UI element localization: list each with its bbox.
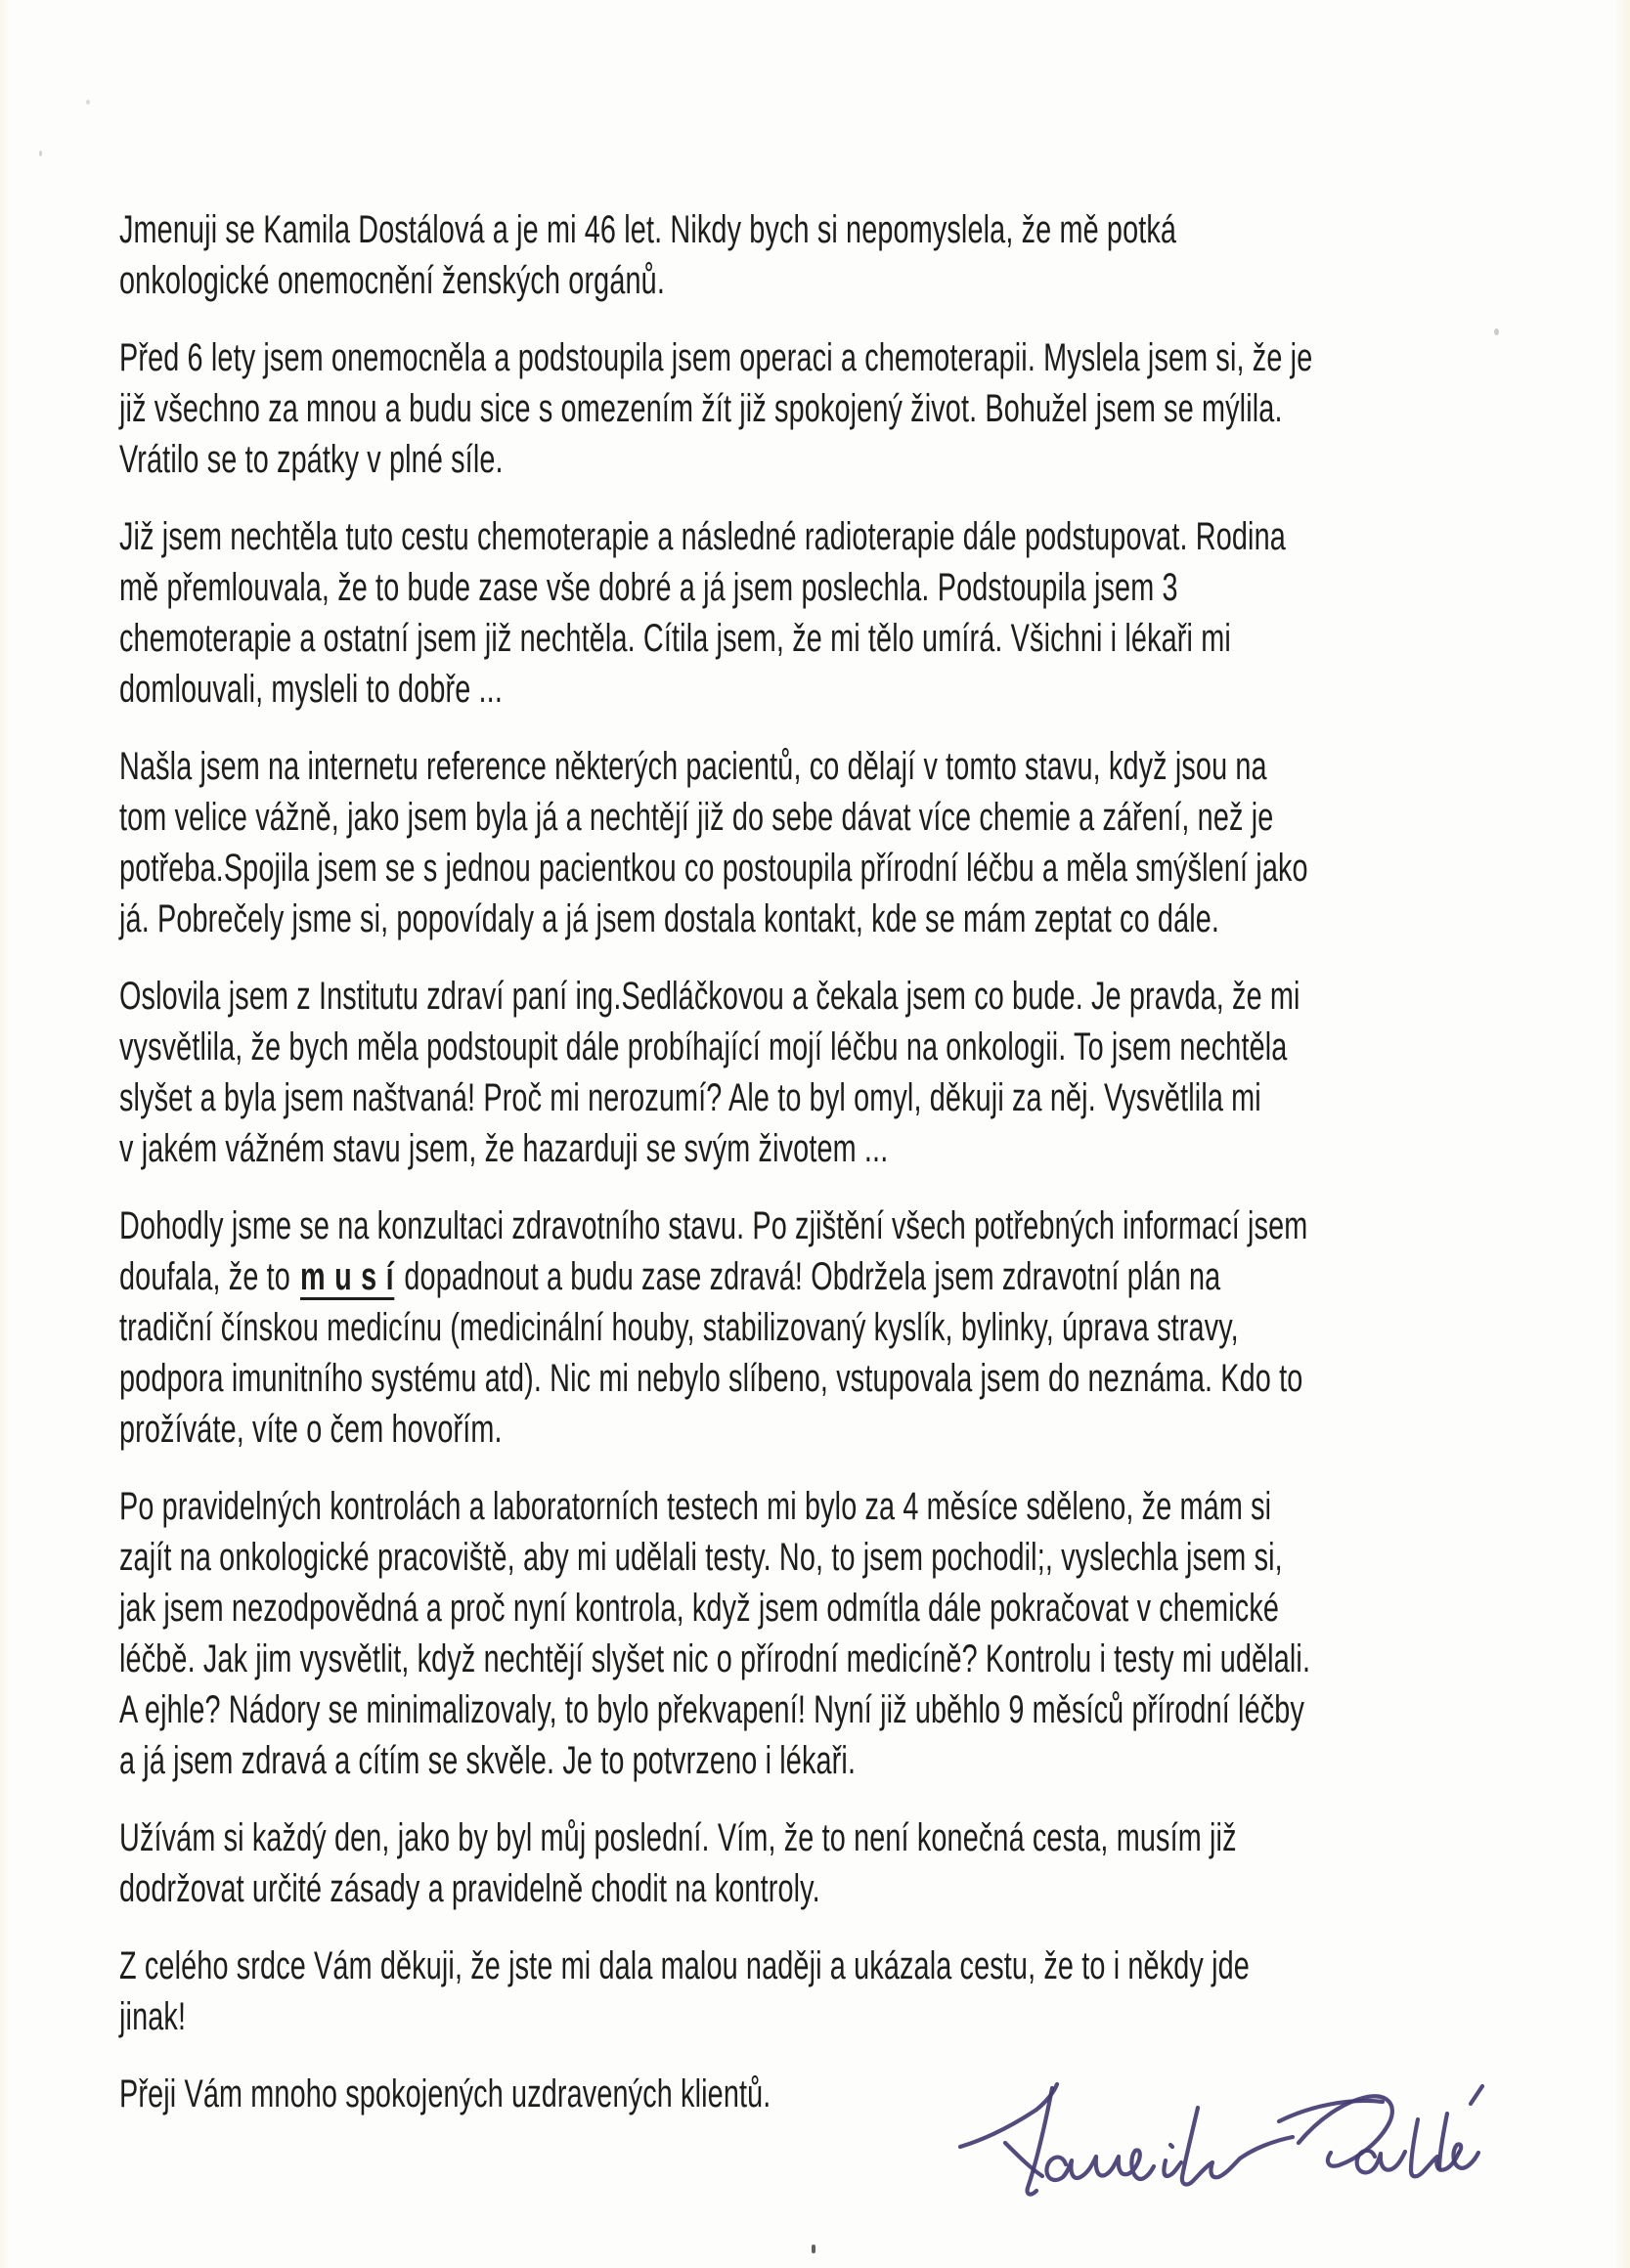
letter-paragraph [119,204,1598,306]
letter-paragraph [119,1481,1598,1786]
letter-paragraph [119,1812,1598,1914]
letter-line: Dohodly jsme se na konzultaci zdravotního stavu. Po zjištění všech potřebných informací jsem [119,1204,1308,1247]
letter-body [119,204,1598,2146]
letter-line: Po pravidelných kontrolách a laboratorních testech mi bylo za 4 měsíce sděleno, že mám si [119,1485,1272,1528]
letter-paragraph [119,741,1598,944]
letter-line: jak jsem nezodpovědná a proč nyní kontrola, když jsem odmítla dále pokračovat v chemické [119,1587,1280,1630]
scan-speck [812,2245,815,2253]
letter-line: již všechno za mnou a budu sice s omezením žít již spokojený život. Bohužel jsem se mýlila. [119,387,1283,430]
letter-line: já. Pobrečely jsme si, popovídaly a já jsem dostala kontakt, kde se mám zeptat co dále. [119,897,1220,940]
letter-line: Užívám si každý den, jako by byl můj poslední. Vím, že to není konečná cesta, musím již [119,1816,1237,1859]
letter-line: Našla jsem na internetu reference některých pacientů, co dělají v tomto stavu, když jsou na [119,745,1267,788]
letter-line: vysvětlila, že bych měla podstoupit dále probíhající mojí léčbu na onkologii. To jsem nechtěla [119,1025,1288,1069]
letter-line [119,1251,1598,1302]
scan-speck [86,100,90,105]
letter-paragraph [119,1200,1598,1455]
letter-line: domlouvali, mysleli to dobře ... [119,668,503,711]
letter-paragraph [119,971,1598,1174]
letter-line: tradiční čínskou medicínu (medicinální houby, stabilizovaný kyslík, bylinky, úprava stravy, [119,1306,1239,1349]
letter-line: A ejhle? Nádory se minimalizovaly, to bylo překvapení! Nyní již uběhlo 9 měsíců přírodní léčby [119,1688,1304,1731]
letter-line: Oslovila jsem z Institutu zdraví paní ing.Sedláčkovou a čekala jsem co bude. Je pravda, že mi [119,975,1300,1018]
letter-line: Z celého srdce Vám děkuji, že jste mi dala malou naději a ukázala cestu, že to i někdy jde [119,1944,1250,1987]
letter-line: Jmenuji se Kamila Dostálová a je mi 46 let. Nikdy bych si nepomyslela, že mě potká [119,208,1177,251]
letter-line: slyšet a byla jsem naštvaná! Proč mi nerozumí? Ale to byl omyl, děkuji za něj. Vysvětlila mi [119,1076,1261,1119]
text-segment: doufala, že to [119,1255,290,1298]
scan-edge-shading [1614,0,1630,2268]
letter-paragraph [119,332,1598,485]
scan-edge-shading [0,0,10,2268]
letter-line: Před 6 lety jsem onemocněla a podstoupila jsem operaci a chemoterapii. Myslela jsem si, že je [119,336,1313,379]
letter-line: Vrátilo se to zpátky v plné síle. [119,438,504,481]
letter-paragraph [119,511,1598,715]
letter-line: a já jsem zdravá a cítím se skvěle. Je to potvrzeno i lékaři. [119,1739,857,1782]
letter-line: potřeba.Spojila jsem se s jednou pacientkou co postoupila přírodní léčbu a měla smýšlení jako [119,847,1308,890]
letter-line: Již jsem nechtěla tuto cestu chemoterapie a následné radioterapie dále podstupovat. Rodina [119,515,1286,558]
letter-line: v jakém vážném stavu jsem, že hazarduji se svým životem ... [119,1127,889,1170]
letter-line: prožíváte, víte o čem hovořím. [119,1408,503,1451]
letter-line: jinak! [119,1995,187,2038]
signature-drawing [956,2078,1492,2223]
letter-paragraph [119,1941,1598,2042]
letter-line: mě přemlouvala, že to bude zase vše dobré a já jsem poslechla. Podstoupila jsem 3 [119,566,1178,609]
handwritten-signature [956,2078,1492,2223]
scan-speck [39,151,42,156]
letter-line: onkologické onemocnění ženských orgánů. [119,259,665,302]
letter-line: zajít na onkologické pracoviště, aby mi udělali testy. No, to jsem pochodil;, vyslechla jsem si, [119,1536,1283,1579]
letter-line: podpora imunitního systému atd). Nic mi nebylo slíbeno, vstupovala jsem do neznáma. Kdo to [119,1357,1303,1400]
letter-line: Přeji Vám mnoho spokojených uzdravených klientů. [119,2072,771,2115]
letter-line: chemoterapie a ostatní jsem již nechtěla. Cítila jsem, že mi tělo umírá. Všichni i lékaři mi [119,617,1231,660]
emphasized-text: m u s í [300,1255,395,1298]
letter-line: dodržovat určité zásady a pravidelně chodit na kontroly. [119,1867,820,1910]
text-segment: dopadnout a budu zase zdravá! Obdržela jsem zdravotní plán na [404,1255,1221,1298]
letter-line: tom velice vážně, jako jsem byla já a nechtějí již do sebe dávat více chemie a záření, než je [119,796,1274,839]
letter-line: léčbě. Jak jim vysvětlit, když nechtějí slyšet nic o přírodní medicíně? Kontrolu i testy mi udělali. [119,1637,1311,1680]
